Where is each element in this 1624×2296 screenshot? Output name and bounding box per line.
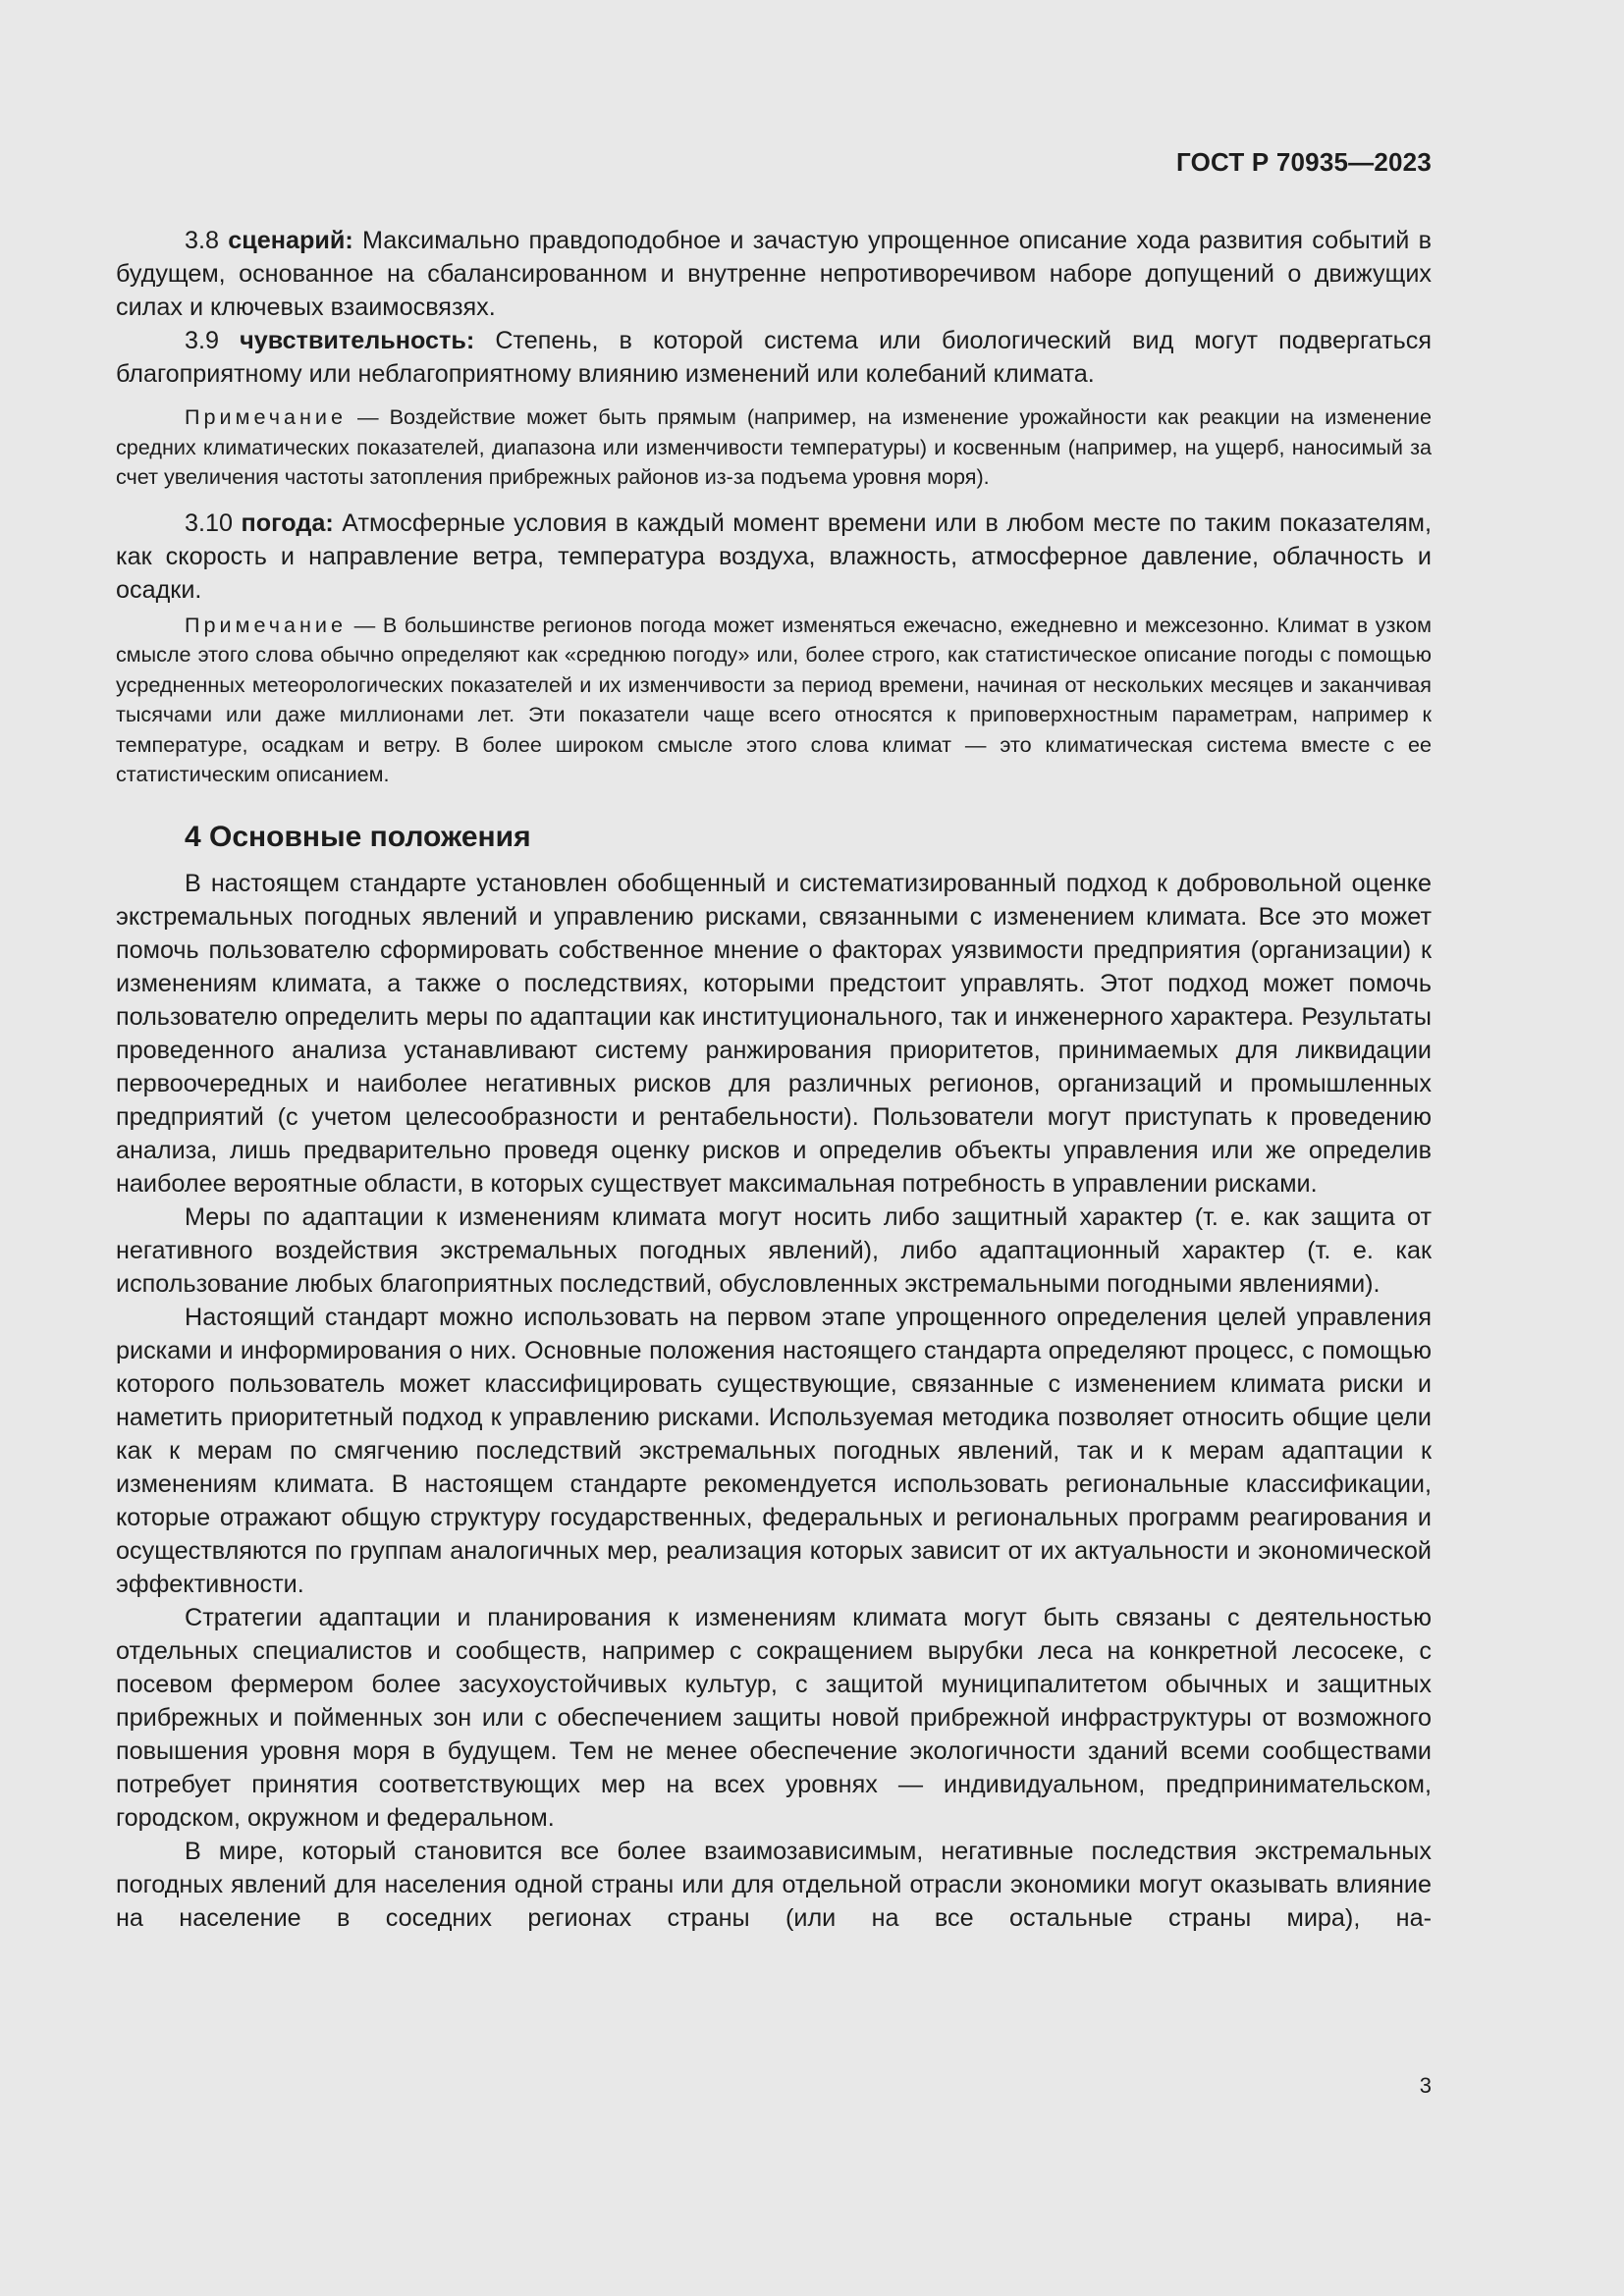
definition-number: 3.10: [185, 508, 234, 537]
note-3-9: [116, 402, 1432, 493]
definition-3-9: [116, 324, 1432, 391]
note-label: Примечание: [185, 404, 347, 429]
note-label: Примечание: [185, 612, 347, 637]
section-paragraph: Стратегии адаптации и планирования к изменениям климата могут быть связаны с деятельностью отдельных специалистов и сообществ, например с сокращением вырубки леса на конкретной лесосеке, с посевом фермером более засухоустойчивых культур, с защитой муниципалитетом обычных и защитных прибрежных и пойменных зон или с обеспечением защиты новой прибрежной инфраструктуры от возможного повышения уровня моря в будущем. Тем не менее обеспечение экологичности зданий всеми сообществами потребует принятия соответствующих мер на всех уровнях — индивидуальном, предпринимательском, городском, окружном и федеральном.: [116, 1603, 1432, 1832]
note-3-10: [116, 611, 1432, 790]
definition-number: 3.9: [185, 327, 220, 354]
definition-text: Максимально правдоподобное и зачастую упрощенное описание хода развития событий в будущем, основанное на сбалансированном и внутренне непротиворечивом наборе допущений о движущих силах и ключевых взаимосвязях.: [116, 227, 1432, 321]
definition-term: погода:: [241, 508, 334, 537]
definition-term: сценарий:: [228, 227, 353, 254]
section-paragraph: В мире, который становится все более взаимозависимым, негативные последствия экстремальных погодных явлений для населения одной страны или для отдельной отрасли экономики могут оказывать влияние на население в соседних регионах страны (или на все остальные страны мира), на-: [116, 1837, 1432, 1932]
section-paragraph: Меры по адаптации к изменениям климата могут носить либо защитный характер (т. е. как защита от негативного воздействия экстремальных погодных явлений), либо адаптационный характер (т. е. как использование любых благоприятных последствий, обусловленных экстремальными погодными явлениями).: [116, 1202, 1432, 1298]
section-title: 4 Основные положения: [185, 820, 531, 853]
definition-text: Атмосферные условия в каждый момент времени или в любом месте по таким показателям, как скорость и направление ветра, температура воздуха, влажность, атмосферное давление, облачность и осадки.: [116, 508, 1432, 604]
section-paragraph: В настоящем стандарте установлен обобщенный и систематизированный подход к добровольной оценке экстремальных погодных явлений и управлению рисками, связанными с изменением климата. Все это может помочь пользователю сформировать собственное мнение о факторах уязвимости предприятия (организации) к изменениям климата, а также о последствиях, которыми предстоит управлять. Этот подход может помочь пользователю определить меры по адаптации как институционального, так и инженерного характера. Результаты проведенного анализа устанавливают систему ранжирования приоритетов, принимаемых для ликвидации первоочередных и наиболее негативных рисков для различных регионов, организаций и промышленных предприятий (с учетом целесообразности и рентабельности). Пользователи могут приступать к проведению анализа, лишь предварительно проведя оценку рисков и определив объекты управления или же определив наиболее вероятные области, в которых существует максимальная потребность в управлении рисками.: [116, 869, 1432, 1198]
definition-term: чувствительность:: [240, 327, 475, 354]
definition-3-10: [116, 507, 1432, 607]
document-page: [116, 0, 1432, 2296]
note-text: — Воздействие может быть прямым (например, на изменение урожайности как реакции на изменение средних климатических показателей, диапазона или изменчивости температуры) и косвенным (например, на ущерб, наносимый за счет увеличения частоты затопления прибрежных районов из-за подъема уровня моря).: [116, 404, 1433, 489]
definition-number: 3.8: [185, 227, 220, 254]
page-number: 3: [1419, 2073, 1432, 2098]
definition-text: Степень, в которой система или биологический вид могут подвергаться благоприятному или неблагоприятному влиянию изменений или колебаний климата.: [116, 327, 1433, 388]
section-paragraph: Настоящий стандарт можно использовать на первом этапе упрощенного определения целей управления рисками и информирования о них. Основные положения настоящего стандарта определяют процесс, с помощью которого пользователь может классифицировать существующие, связанные с изменением климата риски и наметить приоритетный подход к управлению рисками. Используемая методика позволяет относить общие цели как к мерам по смягчению последствий экстремальных погодных явлений, так и к мерам адаптации к изменениям климата. В настоящем стандарте рекомендуется использовать региональные классификации, которые отражают общую структуру государственных, федеральных и региональных программ реагирования и осуществляются по группам аналогичных мер, реализация которых зависит от их актуальности и экономической эффективности.: [116, 1303, 1432, 1598]
document-header: ГОСТ Р 70935—2023: [1176, 147, 1432, 177]
definition-3-8: [116, 224, 1432, 324]
note-text: — В большинстве регионов погода может изменяться ежечасно, ежедневно и межсезонно. Климат в узком смысле этого слова обычно определяют как «среднюю погоду» или, более строго, как статистическое описание погоды с помощью усредненных метеорологических показателей и их изменчивости за период времени, начиная от нескольких месяцев и заканчивая тысячами или даже миллионами лет. Эти показатели чаще всего относятся к приповерхностным параметрам, например к температуре, осадкам и ветру. В более широком смысле этого слова климат — это климатическая система вместе с ее статистическим описанием.: [116, 612, 1432, 786]
page-content: [116, 224, 1432, 1935]
